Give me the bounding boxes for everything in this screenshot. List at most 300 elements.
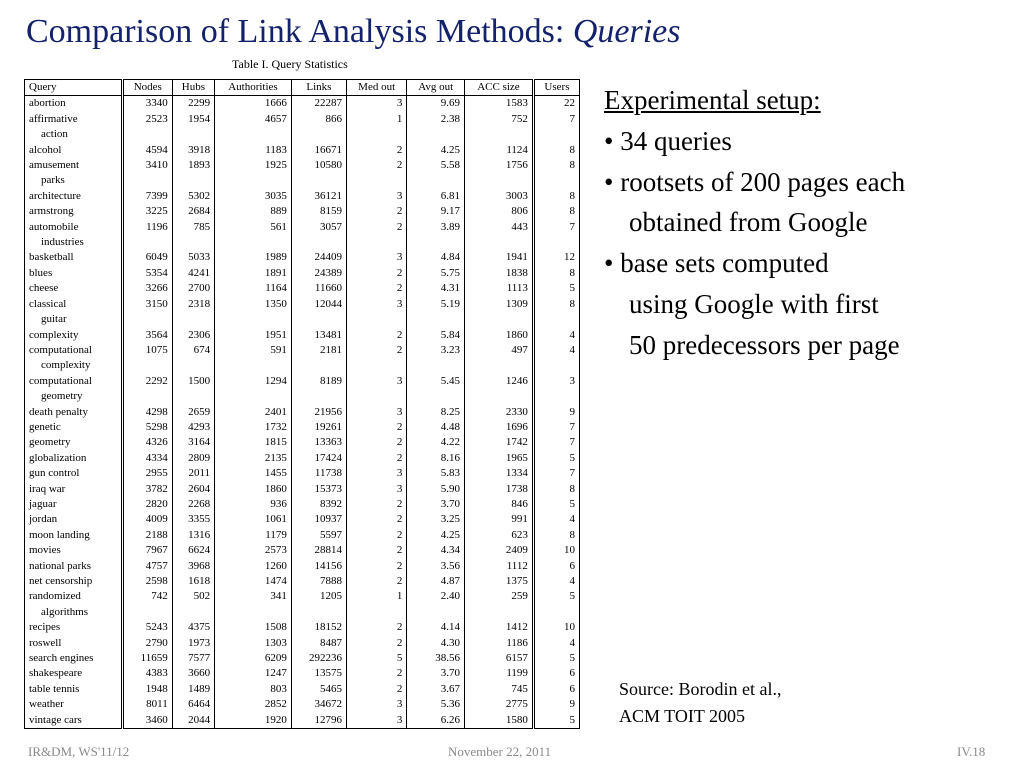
query-text: affirmative [29, 112, 78, 125]
query-cell [25, 297, 123, 328]
column-header-avg-out: Avg out [407, 80, 465, 96]
hubs-cell: 1954 [172, 112, 214, 143]
hubs-cell: 1489 [172, 682, 214, 697]
query-text: alcohol [29, 143, 62, 156]
acc-size-cell: 1860 [465, 328, 534, 343]
authorities-cell: 3035 [215, 189, 292, 204]
hubs-cell: 2318 [172, 297, 214, 328]
acc-size-cell: 443 [465, 220, 534, 251]
hubs-cell: 2011 [172, 466, 214, 481]
avg-out-cell: 3.67 [407, 682, 465, 697]
nodes-cell: 3410 [122, 158, 172, 189]
query-text: algorithms [41, 605, 89, 618]
table-caption: Table I. Query Statistics [232, 57, 348, 71]
authorities-cell: 1061 [215, 512, 292, 527]
med-out-cell: 2 [346, 435, 406, 450]
query-text: industries [41, 236, 84, 249]
column-header-authorities: Authorities [215, 80, 292, 96]
query-text: iraq war [29, 482, 66, 495]
authorities-cell: 1732 [215, 420, 292, 435]
table-row [25, 713, 580, 729]
hubs-cell: 7577 [172, 651, 214, 666]
avg-out-cell: 3.23 [407, 343, 465, 374]
query-text: recipes [29, 621, 61, 634]
acc-size-cell: 1941 [465, 250, 534, 265]
table-row [25, 497, 580, 512]
authorities-cell: 1860 [215, 482, 292, 497]
query-text: amusement [29, 159, 80, 172]
nodes-cell: 5243 [122, 620, 172, 635]
query-cell [25, 374, 123, 405]
med-out-cell: 2 [346, 420, 406, 435]
users-cell: 8 [533, 189, 579, 204]
users-cell: 6 [533, 682, 579, 697]
avg-out-cell: 2.38 [407, 112, 465, 143]
query-cell [25, 466, 123, 481]
acc-size-cell: 6157 [465, 651, 534, 666]
query-cell [25, 666, 123, 681]
query-text: complexity [41, 359, 91, 372]
column-header-users: Users [533, 80, 579, 96]
med-out-cell: 2 [346, 497, 406, 512]
query-cell [25, 482, 123, 497]
avg-out-cell: 4.30 [407, 636, 465, 651]
med-out-cell: 5 [346, 651, 406, 666]
med-out-cell: 2 [346, 682, 406, 697]
med-out-cell: 2 [346, 266, 406, 281]
authorities-cell: 1455 [215, 466, 292, 481]
avg-out-cell: 2.40 [407, 589, 465, 620]
avg-out-cell: 6.81 [407, 189, 465, 204]
table-row [25, 666, 580, 681]
slide-title-main: Comparison of Link Analysis Methods: [26, 13, 573, 50]
med-out-cell: 2 [346, 220, 406, 251]
hubs-cell: 785 [172, 220, 214, 251]
acc-size-cell: 623 [465, 528, 534, 543]
nodes-cell: 4298 [122, 405, 172, 420]
nodes-cell: 3150 [122, 297, 172, 328]
query-text: moon landing [29, 528, 90, 541]
table-row [25, 143, 580, 158]
hubs-cell: 3164 [172, 435, 214, 450]
users-cell: 5 [533, 281, 579, 296]
med-out-cell: 2 [346, 343, 406, 374]
query-text: basketball [29, 251, 74, 264]
links-cell: 10580 [291, 158, 346, 189]
avg-out-cell: 6.26 [407, 713, 465, 729]
users-cell: 3 [533, 374, 579, 405]
nodes-cell: 11659 [122, 651, 172, 666]
query-text: parks [41, 174, 65, 187]
hubs-cell: 4293 [172, 420, 214, 435]
setup-line: using Google with first [629, 288, 879, 319]
users-cell: 10 [533, 620, 579, 635]
authorities-cell: 1294 [215, 374, 292, 405]
links-cell: 292236 [291, 651, 346, 666]
query-cell [25, 420, 123, 435]
query-text: jaguar [29, 497, 57, 510]
authorities-cell: 1891 [215, 266, 292, 281]
authorities-cell: 591 [215, 343, 292, 374]
acc-size-cell: 1199 [465, 666, 534, 681]
table-row [25, 112, 580, 143]
table-row [25, 559, 580, 574]
links-cell: 8487 [291, 636, 346, 651]
query-cell [25, 204, 123, 219]
acc-size-cell: 806 [465, 204, 534, 219]
hubs-cell: 2268 [172, 497, 214, 512]
users-cell: 7 [533, 435, 579, 450]
hubs-cell: 3355 [172, 512, 214, 527]
table-body [25, 96, 580, 729]
acc-size-cell: 259 [465, 589, 534, 620]
table-row [25, 220, 580, 251]
links-cell: 13575 [291, 666, 346, 681]
nodes-cell: 5298 [122, 420, 172, 435]
med-out-cell: 3 [346, 713, 406, 729]
links-cell: 19261 [291, 420, 346, 435]
hubs-cell: 3660 [172, 666, 214, 681]
acc-size-cell: 1375 [465, 574, 534, 589]
authorities-cell: 1951 [215, 328, 292, 343]
setup-line: • base sets computed [604, 248, 829, 279]
table-row [25, 204, 580, 219]
links-cell: 22287 [291, 96, 346, 112]
avg-out-cell: 38.56 [407, 651, 465, 666]
med-out-cell: 3 [346, 482, 406, 497]
avg-out-cell: 8.25 [407, 405, 465, 420]
nodes-cell: 6049 [122, 250, 172, 265]
nodes-cell: 3782 [122, 482, 172, 497]
users-cell: 10 [533, 543, 579, 558]
acc-size-cell: 1738 [465, 482, 534, 497]
links-cell: 5597 [291, 528, 346, 543]
avg-out-cell: 3.56 [407, 559, 465, 574]
table-row [25, 420, 580, 435]
table-row [25, 96, 580, 112]
avg-out-cell: 3.89 [407, 220, 465, 251]
nodes-cell: 2790 [122, 636, 172, 651]
users-cell: 4 [533, 343, 579, 374]
source-line-2: ACM TOIT 2005 [619, 706, 746, 726]
avg-out-cell: 5.83 [407, 466, 465, 481]
query-text: classical [29, 297, 67, 310]
table-row [25, 451, 580, 466]
query-cell [25, 528, 123, 543]
query-text: shakespeare [29, 667, 83, 680]
query-cell [25, 512, 123, 527]
hubs-cell: 2299 [172, 96, 214, 112]
query-text: computational [29, 343, 92, 356]
authorities-cell: 889 [215, 204, 292, 219]
table-row [25, 574, 580, 589]
query-text: national parks [29, 559, 92, 572]
nodes-cell: 1948 [122, 682, 172, 697]
table-row [25, 405, 580, 420]
acc-size-cell: 752 [465, 112, 534, 143]
med-out-cell: 3 [346, 405, 406, 420]
query-text: automobile [29, 220, 79, 233]
acc-size-cell: 2330 [465, 405, 534, 420]
acc-size-cell: 1583 [465, 96, 534, 112]
med-out-cell: 3 [346, 297, 406, 328]
table-row [25, 374, 580, 405]
column-header-links: Links [291, 80, 346, 96]
acc-size-cell: 1112 [465, 559, 534, 574]
query-text: jordan [29, 513, 58, 526]
avg-out-cell: 9.69 [407, 96, 465, 112]
users-cell: 4 [533, 328, 579, 343]
med-out-cell: 2 [346, 512, 406, 527]
hubs-cell: 2700 [172, 281, 214, 296]
query-text: genetic [29, 420, 61, 433]
acc-size-cell: 2775 [465, 697, 534, 712]
hubs-cell: 674 [172, 343, 214, 374]
query-text: blues [29, 266, 53, 279]
authorities-cell: 2573 [215, 543, 292, 558]
hubs-cell: 2659 [172, 405, 214, 420]
users-cell: 7 [533, 420, 579, 435]
acc-size-cell: 1309 [465, 297, 534, 328]
users-cell: 4 [533, 636, 579, 651]
nodes-cell: 2523 [122, 112, 172, 143]
query-text: weather [29, 698, 64, 711]
column-header-query: Query [25, 80, 123, 96]
acc-size-cell: 1580 [465, 713, 534, 729]
authorities-cell: 2135 [215, 451, 292, 466]
table-row [25, 158, 580, 189]
hubs-cell: 4375 [172, 620, 214, 635]
table-header-row [25, 80, 580, 96]
med-out-cell: 2 [346, 574, 406, 589]
query-cell [25, 112, 123, 143]
nodes-cell: 7399 [122, 189, 172, 204]
links-cell: 11738 [291, 466, 346, 481]
med-out-cell: 1 [346, 589, 406, 620]
links-cell: 17424 [291, 451, 346, 466]
links-cell: 36121 [291, 189, 346, 204]
med-out-cell: 3 [346, 250, 406, 265]
experimental-setup [604, 80, 905, 366]
query-cell [25, 451, 123, 466]
authorities-cell: 936 [215, 497, 292, 512]
query-text: net censorship [29, 575, 93, 587]
nodes-cell: 3225 [122, 204, 172, 219]
links-cell: 21956 [291, 405, 346, 420]
footer-date: November 22, 2011 [448, 744, 552, 759]
nodes-cell: 3266 [122, 281, 172, 296]
links-cell: 13481 [291, 328, 346, 343]
nodes-cell: 1196 [122, 220, 172, 251]
table-row [25, 343, 580, 374]
hubs-cell: 5033 [172, 250, 214, 265]
authorities-cell: 4657 [215, 112, 292, 143]
authorities-cell: 1247 [215, 666, 292, 681]
query-cell [25, 543, 123, 558]
hubs-cell: 1973 [172, 636, 214, 651]
source-line-1: Source: Borodin et al., [619, 679, 782, 699]
avg-out-cell: 5.19 [407, 297, 465, 328]
authorities-cell: 803 [215, 682, 292, 697]
query-cell [25, 266, 123, 281]
avg-out-cell: 4.25 [407, 143, 465, 158]
nodes-cell: 2820 [122, 497, 172, 512]
med-out-cell: 3 [346, 189, 406, 204]
nodes-cell: 4334 [122, 451, 172, 466]
med-out-cell: 2 [346, 528, 406, 543]
query-text: death penalty [29, 405, 88, 418]
setup-line: • 34 queries [604, 125, 732, 156]
column-header-med-out: Med out [346, 80, 406, 96]
avg-out-cell: 4.22 [407, 435, 465, 450]
med-out-cell: 2 [346, 620, 406, 635]
avg-out-cell: 4.48 [407, 420, 465, 435]
acc-size-cell: 846 [465, 497, 534, 512]
acc-size-cell: 1696 [465, 420, 534, 435]
query-statistics-table [24, 79, 580, 729]
links-cell: 2181 [291, 343, 346, 374]
avg-out-cell: 5.45 [407, 374, 465, 405]
authorities-cell: 1350 [215, 297, 292, 328]
avg-out-cell: 4.25 [407, 528, 465, 543]
avg-out-cell: 4.34 [407, 543, 465, 558]
authorities-cell: 6209 [215, 651, 292, 666]
query-cell [25, 574, 123, 589]
hubs-cell: 2684 [172, 204, 214, 219]
nodes-cell: 3460 [122, 713, 172, 729]
table-row [25, 543, 580, 558]
links-cell: 13363 [291, 435, 346, 450]
query-text: vintage cars [29, 713, 82, 726]
links-cell: 11660 [291, 281, 346, 296]
links-cell: 12796 [291, 713, 346, 729]
query-cell [25, 497, 123, 512]
med-out-cell: 2 [346, 281, 406, 296]
acc-size-cell: 1838 [465, 266, 534, 281]
column-header-acc-size: ACC size [465, 80, 534, 96]
authorities-cell: 1815 [215, 435, 292, 450]
users-cell: 7 [533, 466, 579, 481]
table-row [25, 281, 580, 296]
acc-size-cell: 1412 [465, 620, 534, 635]
query-text: table tennis [29, 682, 80, 695]
query-text: movies [29, 544, 61, 557]
avg-out-cell: 5.90 [407, 482, 465, 497]
links-cell: 5465 [291, 682, 346, 697]
avg-out-cell: 4.84 [407, 250, 465, 265]
users-cell: 5 [533, 713, 579, 729]
authorities-cell: 1508 [215, 620, 292, 635]
users-cell: 5 [533, 651, 579, 666]
hubs-cell: 3918 [172, 143, 214, 158]
table-row [25, 466, 580, 481]
table-row [25, 528, 580, 543]
users-cell: 5 [533, 497, 579, 512]
authorities-cell: 1164 [215, 281, 292, 296]
hubs-cell: 3968 [172, 559, 214, 574]
query-cell [25, 158, 123, 189]
links-cell: 8189 [291, 374, 346, 405]
hubs-cell: 4241 [172, 266, 214, 281]
query-cell [25, 435, 123, 450]
acc-size-cell: 3003 [465, 189, 534, 204]
users-cell: 6 [533, 666, 579, 681]
column-header-hubs: Hubs [172, 80, 214, 96]
authorities-cell: 341 [215, 589, 292, 620]
acc-size-cell: 1334 [465, 466, 534, 481]
users-cell: 8 [533, 528, 579, 543]
users-cell: 7 [533, 112, 579, 143]
query-cell [25, 189, 123, 204]
hubs-cell: 2809 [172, 451, 214, 466]
users-cell: 8 [533, 482, 579, 497]
table-row [25, 435, 580, 450]
hubs-cell: 6464 [172, 697, 214, 712]
nodes-cell: 4757 [122, 559, 172, 574]
table-row [25, 297, 580, 328]
query-text: randomized [29, 590, 81, 603]
links-cell: 34672 [291, 697, 346, 712]
users-cell: 5 [533, 451, 579, 466]
query-cell [25, 620, 123, 635]
avg-out-cell: 5.36 [407, 697, 465, 712]
links-cell: 3057 [291, 220, 346, 251]
links-cell: 8392 [291, 497, 346, 512]
hubs-cell: 2604 [172, 482, 214, 497]
nodes-cell: 8011 [122, 697, 172, 712]
setup-line: • rootsets of 200 pages each [604, 166, 906, 197]
query-text: roswell [29, 636, 62, 649]
query-cell [25, 636, 123, 651]
authorities-cell: 1260 [215, 559, 292, 574]
query-text: complexity [29, 328, 79, 341]
users-cell: 22 [533, 96, 579, 112]
query-text: globalization [29, 451, 87, 464]
query-cell [25, 96, 123, 112]
links-cell: 15373 [291, 482, 346, 497]
nodes-cell: 4009 [122, 512, 172, 527]
users-cell: 4 [533, 512, 579, 527]
avg-out-cell: 4.14 [407, 620, 465, 635]
authorities-cell: 1474 [215, 574, 292, 589]
table-row [25, 266, 580, 281]
med-out-cell: 2 [346, 666, 406, 681]
med-out-cell: 3 [346, 466, 406, 481]
authorities-cell: 1303 [215, 636, 292, 651]
med-out-cell: 3 [346, 374, 406, 405]
med-out-cell: 2 [346, 636, 406, 651]
acc-size-cell: 1756 [465, 158, 534, 189]
authorities-cell: 1183 [215, 143, 292, 158]
acc-size-cell: 1742 [465, 435, 534, 450]
acc-size-cell: 1186 [465, 636, 534, 651]
authorities-cell: 1989 [215, 250, 292, 265]
nodes-cell: 5354 [122, 266, 172, 281]
query-text: guitar [41, 313, 67, 326]
query-cell [25, 713, 123, 729]
avg-out-cell: 4.87 [407, 574, 465, 589]
hubs-cell: 2044 [172, 713, 214, 729]
acc-size-cell: 991 [465, 512, 534, 527]
hubs-cell: 5302 [172, 189, 214, 204]
acc-size-cell: 745 [465, 682, 534, 697]
users-cell: 7 [533, 220, 579, 251]
med-out-cell: 3 [346, 96, 406, 112]
query-cell [25, 651, 123, 666]
users-cell: 8 [533, 204, 579, 219]
avg-out-cell: 5.84 [407, 328, 465, 343]
footer-slide-number: IV.18 [957, 744, 986, 759]
